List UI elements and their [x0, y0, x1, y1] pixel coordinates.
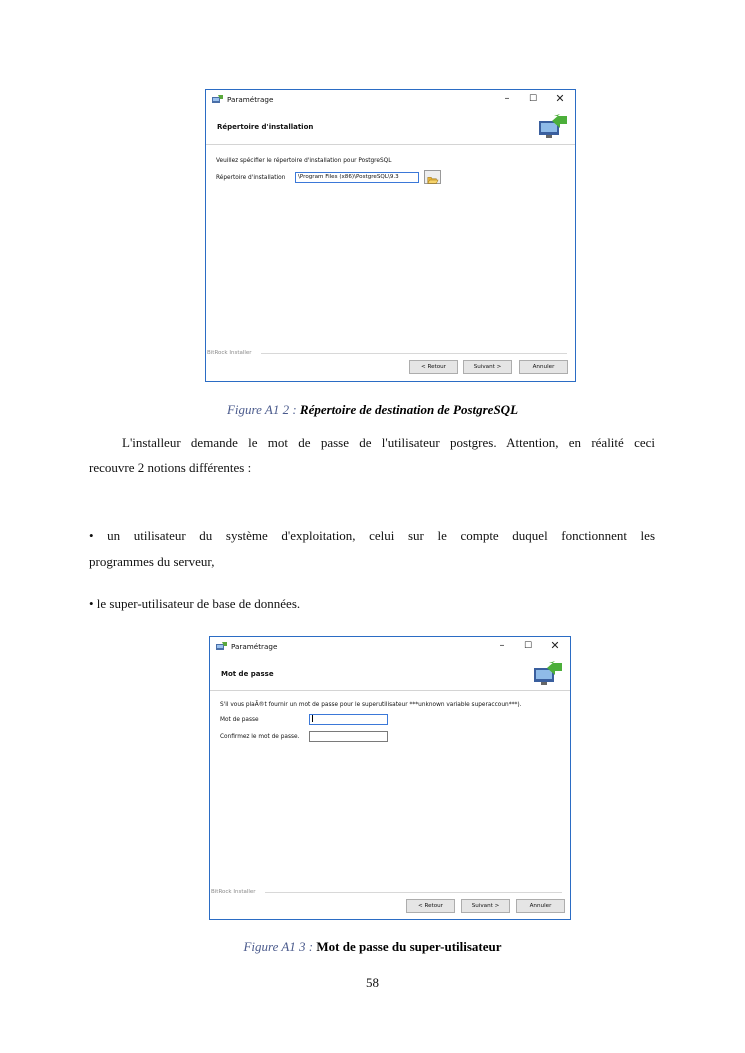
page-header-title: Mot de passe	[221, 670, 274, 678]
installer-window-directory	[205, 89, 576, 382]
close-button[interactable]: ✕	[550, 639, 560, 652]
directory-label: Répertoire d'installation	[216, 175, 286, 181]
bullet1-line-1: • un utilisateur du système d'exploitation, celui sur le compte duquel fonctionnent les	[89, 528, 655, 543]
figure1-caption	[0, 402, 745, 418]
minimize-button[interactable]: –	[504, 93, 510, 104]
header-separator	[210, 690, 570, 691]
title-bar	[210, 637, 570, 657]
paragraph-line-2: recouvre 2 notions différentes :	[89, 460, 252, 475]
figure2-caption	[0, 939, 745, 955]
close-button[interactable]: ✕	[555, 92, 565, 105]
header-separator	[206, 144, 575, 145]
page-header-title: Répertoire d'installation	[217, 123, 314, 131]
installer-window-password	[209, 636, 571, 920]
confirm-password-label: Confirmez le mot de passe.	[220, 734, 300, 740]
cancel-button[interactable]: Annuler	[516, 899, 565, 913]
paragraph-line-1: L'installeur demande le mot de passe de l'utilisateur postgres. Attention, en réalité ceci	[122, 435, 655, 450]
bullet1-line-2: programmes du serveur,	[89, 554, 215, 569]
bullet2-line: • le super-utilisateur de base de données.	[89, 596, 301, 611]
figure1-caption-label: Figure A1 2 :	[226, 402, 297, 417]
password-input[interactable]	[309, 714, 388, 725]
next-button[interactable]: Suivant >	[463, 360, 512, 374]
minimize-button[interactable]: –	[499, 640, 505, 651]
figure1-caption-title: Répertoire de destination de PostgreSQL	[299, 402, 519, 417]
password-label: Mot de passe	[220, 717, 259, 723]
text-caret	[312, 715, 313, 722]
installer-logo-icon	[536, 112, 570, 142]
footer-brand: BitRock Installer	[211, 889, 256, 895]
title-bar	[206, 90, 575, 110]
footer-separator	[265, 892, 562, 893]
maximize-button[interactable]: ☐	[523, 641, 533, 651]
figure2-caption-label: Figure A1 3 :	[243, 939, 314, 954]
installer-logo-icon	[531, 659, 565, 689]
folder-icon	[425, 174, 440, 186]
confirm-password-input[interactable]	[309, 731, 388, 742]
browse-button[interactable]	[424, 170, 441, 184]
instruction-text: S'il vous plaÃ®t fournir un mot de passe pour le superutilisateur ***unknown variable superaccoun***).	[220, 702, 522, 708]
back-button[interactable]: < Retour	[409, 360, 458, 374]
instruction-text: Veuillez spécifier le répertoire d'installation pour PostgreSQL	[216, 158, 392, 164]
directory-input[interactable]: \Program Files (x86)\PostgreSQL\9.3	[295, 172, 419, 183]
next-button[interactable]: Suivant >	[461, 899, 510, 913]
back-button[interactable]: < Retour	[406, 899, 455, 913]
maximize-button[interactable]: ☐	[528, 94, 538, 104]
installer-app-icon	[216, 641, 228, 652]
page-number: 58	[366, 975, 379, 990]
footer-brand: BitRock Installer	[207, 350, 252, 356]
figure2-caption-title: Mot de passe du super-utilisateur	[316, 939, 502, 954]
footer-separator	[261, 353, 567, 354]
window-title: Paramétrage	[227, 95, 274, 104]
installer-app-icon	[212, 94, 224, 105]
window-title: Paramétrage	[231, 642, 278, 651]
cancel-button[interactable]: Annuler	[519, 360, 568, 374]
